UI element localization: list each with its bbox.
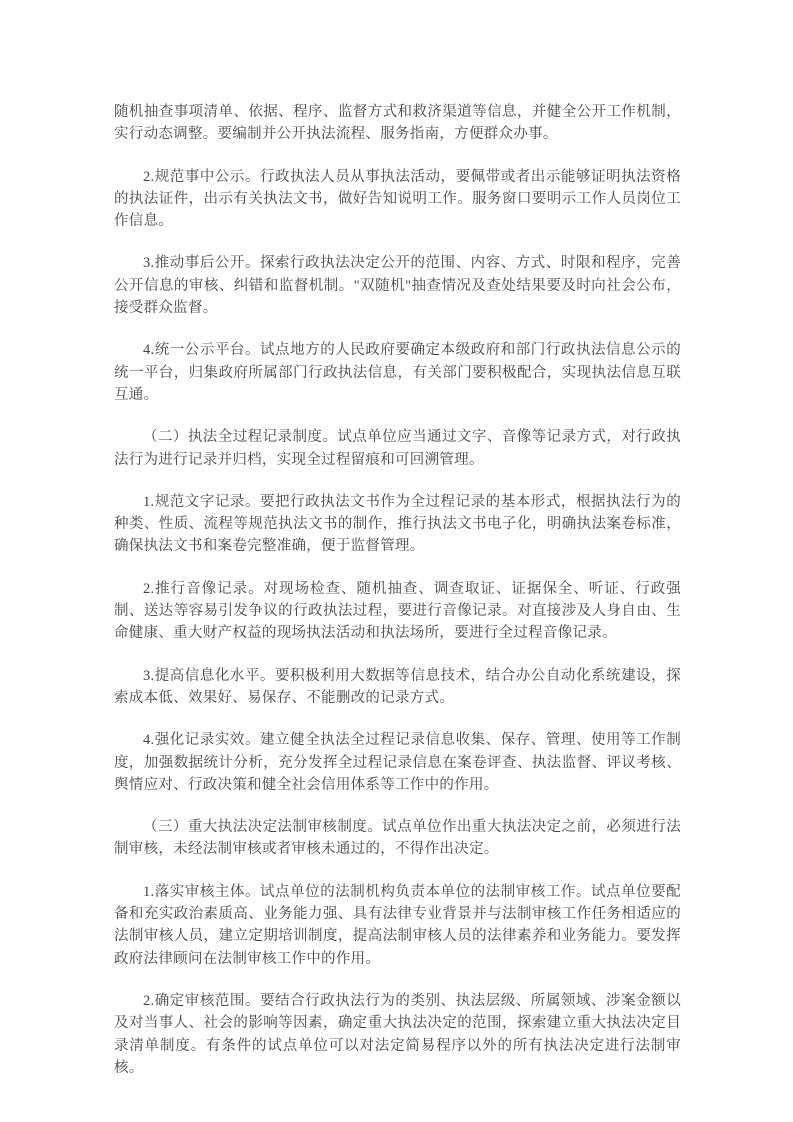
document-text-block: [114, 101, 681, 1079]
paragraph: 3.提高信息化水平。要积极利用大数据等信息技术，结合办公自动化系统建设，探索成本低、效果好、易保存、不能删改的记录方式。: [114, 667, 681, 706]
paragraph: 3.推动事后公开。探索行政执法决定公开的范围、内容、方式、时限和程序，完善公开信息的审核、纠错和监督机制。"双随机"抽查情况及查处结果要及时向社会公布，接受群众监督。: [114, 255, 681, 317]
paragraph: 4.统一公示平台。试点地方的人民政府要确定本级政府和部门行政执法信息公示的统一平台，归集政府所属部门行政执法信息，有关部门要积极配合，实现执法信息互联互通。: [114, 342, 681, 403]
paragraph: （三）重大执法决定法制审核制度。试点单位作出重大执法决定之前，必须进行法制审核，未经法制审核或者审核未通过的，不得作出决定。: [114, 819, 681, 858]
paragraph: 2.确定审核范围。要结合行政执法行为的类别、执法层级、所属领域、涉案金额以及对当事人、社会的影响等因素，确定重大执法决定的范围，探索建立重大执法决定目录清单制度。有条件的试点单位可以对法定简易程序以外的所有执法决定进行法制审核。: [114, 992, 681, 1076]
paragraph: 2.规范事中公示。行政执法人员从事执法活动，要佩带或者出示能够证明执法资格的执法证件，出示有关执法文书，做好告知说明工作。服务窗口要明示工作人员岗位工作信息。: [114, 168, 681, 230]
paragraph: （二）执法全过程记录制度。试点单位应当通过文字、音像等记录方式，对行政执法行为进行记录并归档，实现全过程留痕和可回溯管理。: [114, 429, 681, 468]
paragraph: 4.强化记录实效。建立健全执法全过程记录信息收集、保存、管理、使用等工作制度，加强数据统计分析，充分发挥全过程记录信息在案卷评查、执法监督、评议考核、舆情应对、行政决策和健全社会信用体系等工作中的作用。: [114, 732, 681, 793]
paragraph: 1.落实审核主体。试点单位的法制机构负责本单位的法制审核工作。试点单位要配备和充实政治素质高、业务能力强、具有法律专业背景并与法制审核工作任务相适应的法制审核人员，建立定期培训制度，提高法制审核人员的法律素养和业务能力。要发挥政府法律顾问在法制审核工作中的作用。: [114, 883, 681, 967]
paragraph: 随机抽查事项清单、依据、程序、监督方式和救济渠道等信息，并健全公开工作机制，实行动态调整。要编制并公开执法流程、服务指南，方便群众办事。: [114, 104, 681, 143]
paragraph: 1.规范文字记录。要把行政执法文书作为全过程记录的基本形式，根据执法行为的种类、性质、流程等规范执法文书的制作，推行执法文书电子化，明确执法案卷标准，确保执法文书和案卷完整准确，便于监督管理。: [114, 493, 681, 555]
paragraph: 2.推行音像记录。对现场检查、随机抽查、调查取证、证据保全、听证、行政强制、送达等容易引发争议的行政执法过程，要进行音像记录。对直接涉及人身自由、生命健康、重大财产权益的现场执法活动和执法场所，要进行全过程音像记录。: [114, 580, 681, 642]
